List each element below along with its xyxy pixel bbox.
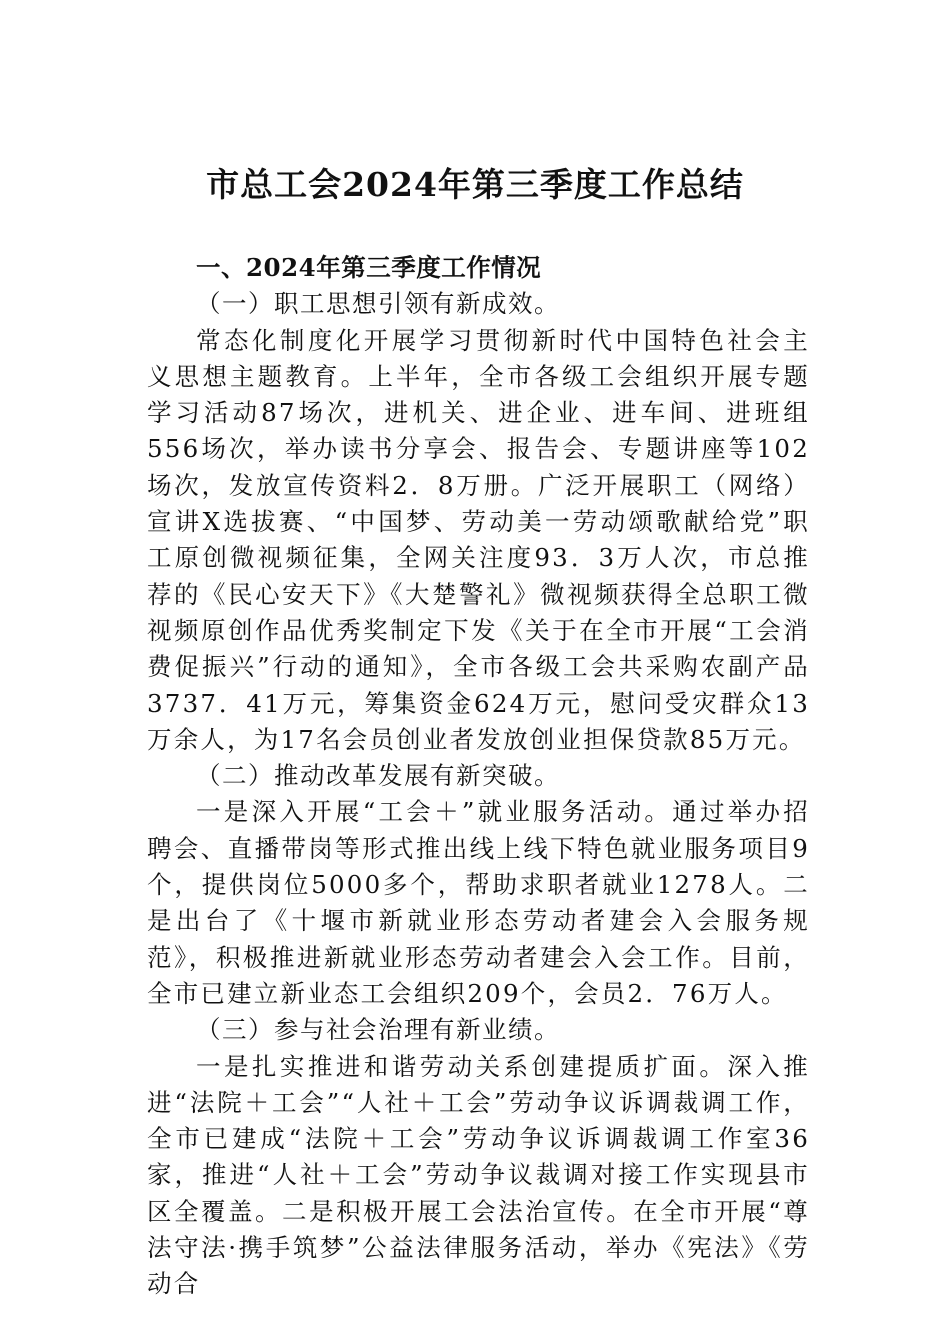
subsection-heading-1: （一）职工思想引领有新成效。 [196,289,560,319]
document-body [147,250,810,1303]
paragraph-1: 常态化制度化开展学习贯彻新时代中国特色社会主义思想主题教育。上半年，全市各级工会组织开展专题学习活动87场次，进机关、进企业、进车间、进班组556场次，举办读书分享会、报告会、专题讲座等102场次，发放宣传资料2．8万册。广泛开展职工（网络）宣讲X选拔赛、“中国梦、劳动美一劳动颂歌献给党”职工原创微视频征集，全网关注度93．3万人次，市总推荐的《民心安天下》《大楚警礼》微视频获得全总职工微视频原创作品优秀奖制定下发《关于在全市开展“工会消费促振兴”行动的通知》，全市各级工会共采购农副产品3737．41万元，筹集资金624万元，慰问受灾群众13万余人，为17名会员创业者发放创业担保贷款85万元。 [147,325,810,754]
paragraph-2: 一是深入开展“工会＋”就业服务活动。通过举办招聘会、直播带岗等形式推出线上线下特色就业服务项目9个，提供岗位5000多个，帮助求职者就业1278人。二是出台了《十堰市新就业形态劳动者建会入会服务规范》，积极推进新就业形态劳动者建会入会工作。目前，全市已建立新业态工会组织209个，会员2．76万人。 [147,797,810,1008]
document-title: 市总工会2024年第三季度工作总结 [206,165,744,204]
subsection-heading-2: （二）推动改革发展有新突破。 [196,761,560,791]
paragraph-3: 一是扎实推进和谐劳动关系创建提质扩面。深入推进“法院＋工会”“人社＋工会”劳动争议诉调裁调工作，全市已建成“法院＋工会”劳动争议诉调裁调工作室36家，推进“人社＋工会”劳动争议裁调对接工作实现县市区全覆盖。二是积极开展工会法治宣传。在全市开展“尊法守法·携手筑梦”公益法律服务活动，举办《宪法》《劳动合 [147,1051,810,1299]
section-heading-1: 一、2024年第三季度工作情况 [196,253,542,282]
subsection-heading-3: （三）参与社会治理有新业绩。 [196,1015,560,1045]
